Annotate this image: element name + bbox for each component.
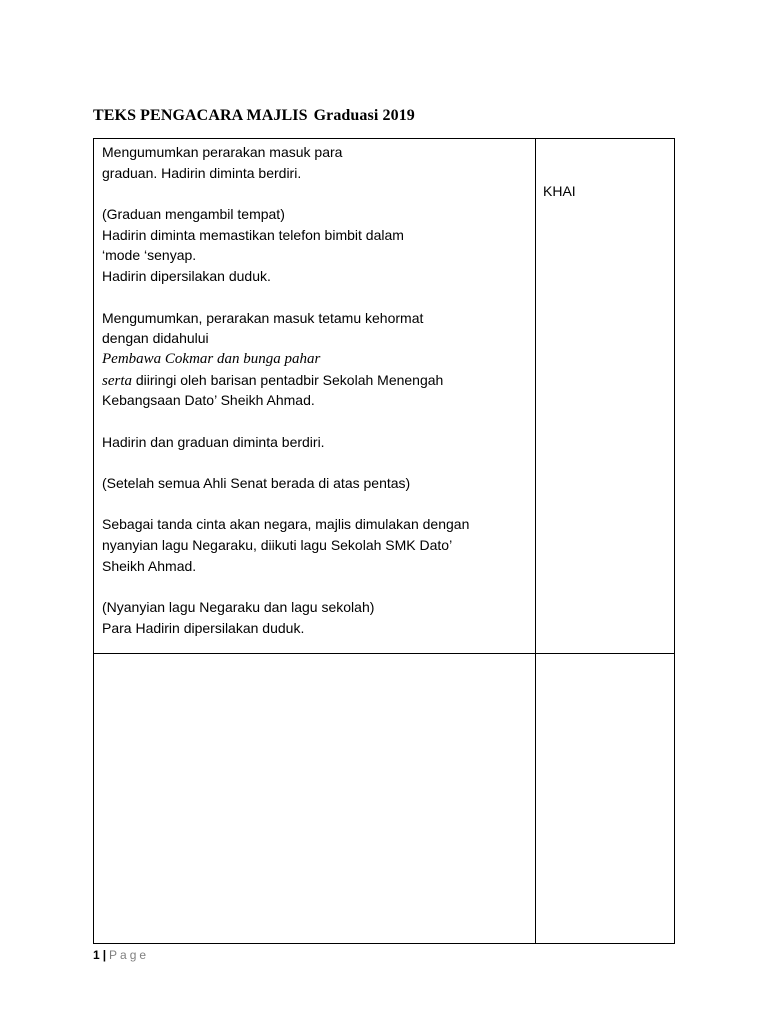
document-title-text: TEKS PENGACARA MAJLIS (93, 107, 308, 124)
script-line: Para Hadirin dipersilakan duduk. (102, 619, 305, 636)
page-number: 1 (93, 948, 100, 962)
script-line: Mengumumkan, perarakan masuk tetamu kehormat (102, 309, 424, 326)
script-line: (Nyanyian lagu Negaraku dan lagu sekolah) (102, 599, 375, 616)
script-line: Kebangsaan Dato’ Sheikh Ahmad. (102, 392, 315, 409)
script-line: nyanyian lagu Negaraku, diikuti lagu Sekolah SMK Dato’ (102, 537, 453, 554)
script-line: graduan. Hadirin diminta berdiri. (102, 164, 302, 181)
script-table (93, 138, 675, 944)
script-line-italic: Pembawa Cokmar dan bunga pahar (102, 350, 321, 367)
page-label: Page (109, 948, 150, 962)
row-divider (94, 653, 674, 654)
script-line: Sheikh Ahmad. (102, 557, 197, 574)
script-line: Hadirin dipersilakan duduk. (102, 268, 271, 285)
blank-line (102, 411, 532, 432)
column-divider (535, 139, 536, 943)
script-line: Mengumumkan perarakan masuk para (102, 144, 343, 160)
script-line (102, 370, 532, 391)
blank-line (102, 287, 532, 308)
blank-line (102, 183, 532, 204)
script-line: (Setelah semua Ahli Senat berada di atas pentas) (102, 475, 411, 491)
blank-line (102, 452, 532, 473)
blank-line (102, 576, 532, 597)
script-line: dengan didahului (102, 330, 209, 347)
script-line: Hadirin diminta memastikan telefon bimbit dalam (102, 226, 404, 243)
script-line: Sebagai tanda cinta akan negara, majlis dimulakan dengan (102, 516, 470, 533)
blank-line (102, 494, 532, 515)
page-separator: | (102, 948, 107, 962)
document-subtitle: Graduasi 2019 (313, 107, 415, 124)
speaker-cell: KHAI (543, 183, 576, 199)
page-footer (93, 948, 149, 962)
script-line: ‘mode ‘senyap. (102, 247, 197, 264)
script-line: (Graduan mengambil tempat) (102, 206, 285, 223)
document-title (93, 107, 415, 125)
script-line-rest: diiringi oleh barisan pentadbir Sekolah Menengah (132, 371, 444, 388)
script-line-italic-prefix: serta (102, 372, 132, 389)
script-cell-main (102, 142, 532, 639)
script-line: Hadirin dan graduan diminta berdiri. (102, 433, 325, 450)
